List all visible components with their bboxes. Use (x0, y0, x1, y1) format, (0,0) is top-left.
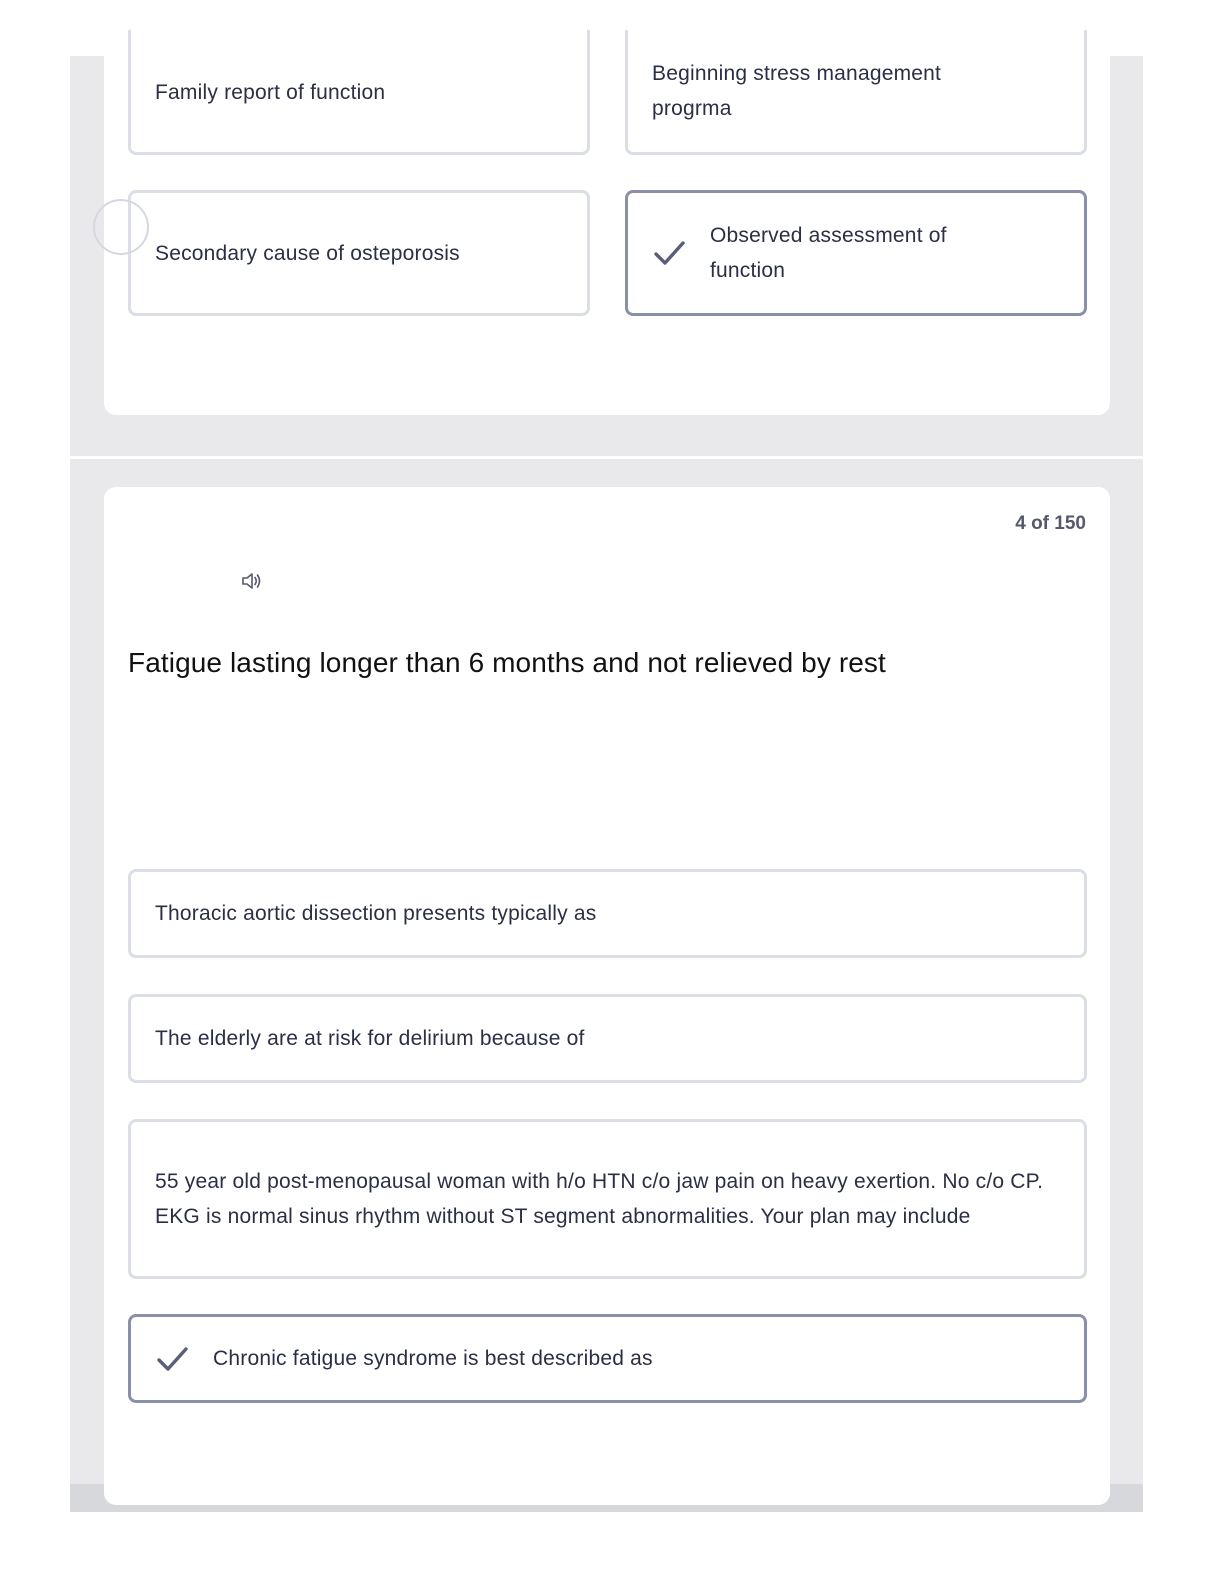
speaker-icon[interactable] (241, 571, 263, 591)
option-label: Observed assessment of function (710, 224, 947, 282)
option-label: Thoracic aortic dissection presents typically as (155, 902, 597, 925)
answer-option-3[interactable] (128, 1119, 1087, 1279)
question-prompt: Fatigue lasting longer than 6 months and not relieved by rest (128, 647, 886, 678)
previous-option-1[interactable] (128, 30, 590, 155)
option-label: Chronic fatigue syndrome is best described as (213, 1347, 653, 1370)
option-label: Secondary cause of osteporosis (155, 241, 460, 265)
option-label: 55 year old post-menopausal woman with h/o HTN c/o jaw pain on heavy exertion. No c/o CP. EKG is normal sinus rhythm without ST segment abnormalities. Your plan may include (155, 1170, 1044, 1228)
option-label: The elderly are at risk for delirium because of (155, 1027, 585, 1050)
checkmark-icon (652, 235, 688, 271)
previous-option-4[interactable] (625, 190, 1087, 316)
previous-option-3[interactable] (128, 190, 590, 316)
option-label: Family report of function (155, 80, 386, 104)
previous-option-2[interactable] (625, 30, 1087, 155)
answer-option-2[interactable] (128, 994, 1087, 1083)
question-counter: 4 of 150 (1015, 513, 1086, 534)
answer-option-1[interactable] (128, 869, 1087, 958)
option-label: Beginning stress management progrma (652, 62, 942, 120)
answer-option-4[interactable] (128, 1314, 1087, 1403)
checkmark-icon (155, 1341, 191, 1377)
radio-circle-icon (93, 199, 149, 255)
